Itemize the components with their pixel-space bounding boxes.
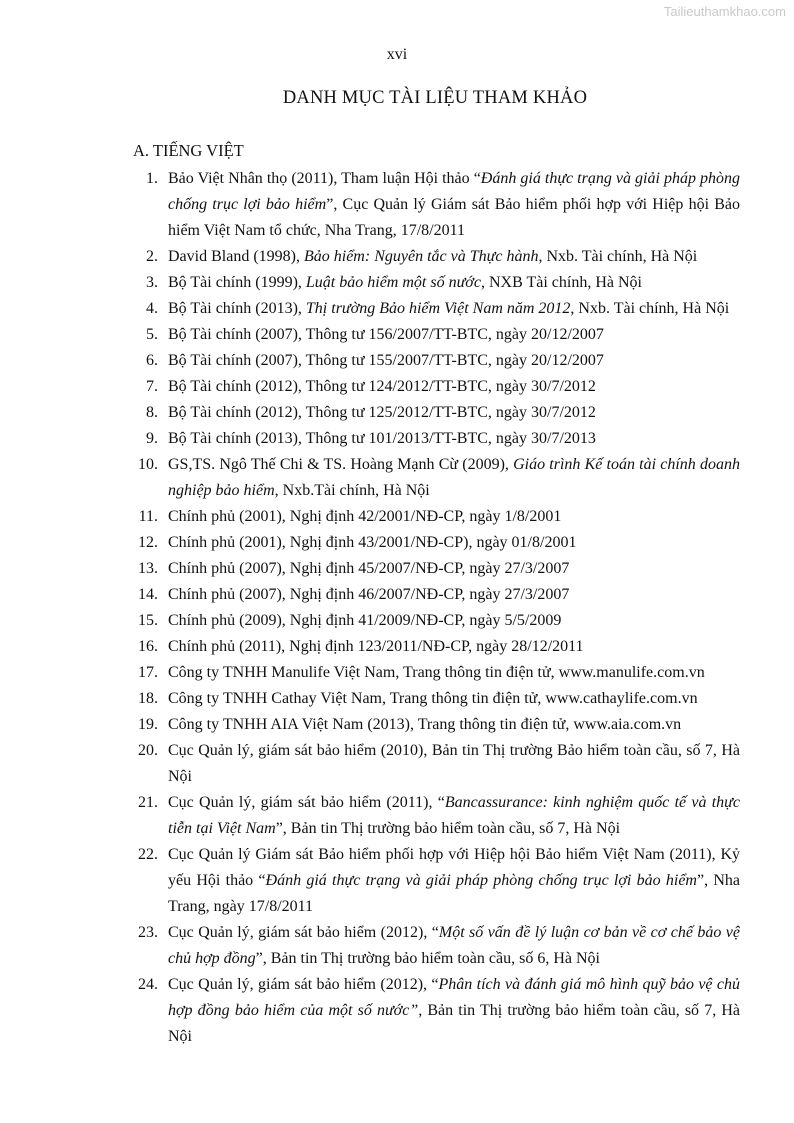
- reference-text: [168, 400, 740, 426]
- reference-title: Một số vấn đề lý luận cơ bản về cơ chế bảo vệ chủ hợp đồng: [168, 924, 740, 967]
- reference-item: [120, 608, 740, 634]
- reference-item: [120, 530, 740, 556]
- reference-part: Cục Quản lý Giám sát Bảo hiểm phối hợp với Hiệp hội Bảo hiểm Việt Nam (2011), Kỷ yếu Hội thảo “: [168, 846, 740, 889]
- reference-part: Bộ Tài chính (2007), Thông tư 156/2007/TT-BTC, ngày 20/12/2007: [168, 326, 604, 343]
- reference-part: Bộ Tài chính (2007), Thông tư 155/2007/TT-BTC, ngày 20/12/2007: [168, 352, 604, 369]
- reference-part: ”, Nha Trang, ngày 17/8/2011: [168, 872, 741, 915]
- reference-number: 1.: [146, 170, 158, 187]
- reference-text: [168, 920, 740, 972]
- reference-number: 12.: [138, 534, 158, 551]
- reference-item: [120, 920, 740, 972]
- reference-part: Bộ Tài chính (2012), Thông tư 124/2012/TT-BTC, ngày 30/7/2012: [168, 378, 596, 395]
- reference-item: [120, 166, 740, 244]
- reference-title: Phân tích và đánh giá mô hình quỹ bảo vệ chủ hợp đồng bảo hiểm của một số nước”,: [168, 976, 741, 1019]
- reference-number: 19.: [138, 716, 158, 733]
- reference-title: Giáo trình Kế toán tài chính doanh nghiệp bảo hiểm: [168, 456, 740, 499]
- reference-number: 17.: [138, 664, 158, 681]
- reference-part: Bảo Việt Nhân thọ (2011), Tham luận Hội thảo “: [168, 170, 481, 187]
- reference-number: 24.: [138, 976, 158, 993]
- reference-text: [168, 244, 740, 270]
- reference-number: 5.: [146, 326, 158, 343]
- reference-text: [168, 738, 740, 790]
- reference-text: [168, 634, 740, 660]
- reference-item: [120, 634, 740, 660]
- reference-item: [120, 712, 740, 738]
- reference-number: 9.: [146, 430, 158, 447]
- reference-item: [120, 738, 740, 790]
- reference-part: Bộ Tài chính (2013), Thông tư 101/2013/TT-BTC, ngày 30/7/2013: [168, 430, 596, 447]
- reference-title: Thị trường Bảo hiểm Việt Nam năm 2012: [305, 300, 571, 317]
- reference-number: 23.: [138, 924, 158, 941]
- reference-number: 18.: [138, 690, 158, 707]
- reference-part: Chính phủ (2011), Nghị định 123/2011/NĐ-CP, ngày 28/12/2011: [168, 638, 584, 655]
- reference-part: Chính phủ (2009), Nghị định 41/2009/NĐ-CP, ngày 5/5/2009: [168, 612, 562, 629]
- reference-text: [168, 426, 740, 452]
- reference-part: , Nxb. Tài chính, Hà Nội: [538, 248, 698, 265]
- reference-number: 14.: [138, 586, 158, 603]
- reference-text: [168, 842, 740, 920]
- reference-part: Cục Quản lý, giám sát bảo hiểm (2011), “: [168, 794, 445, 811]
- reference-part: Cục Quản lý, giám sát bảo hiểm (2010), Bản tin Thị trường Bảo hiểm toàn cầu, số 7, Hà Nội: [168, 742, 740, 785]
- reference-title: Đánh giá thực trạng và giải pháp phòng chống trục lợi bảo hiểm: [168, 170, 740, 213]
- reference-part: , NXB Tài chính, Hà Nội: [480, 274, 642, 291]
- reference-text: [168, 530, 740, 556]
- reference-list: [120, 166, 740, 1050]
- reference-part: Chính phủ (2007), Nghị định 46/2007/NĐ-CP, ngày 27/3/2007: [168, 586, 570, 603]
- reference-part: Công ty TNHH AIA Việt Nam (2013), Trang thông tin điện tử, www.aia.com.vn: [168, 716, 682, 733]
- reference-number: 8.: [146, 404, 158, 421]
- reference-number: 7.: [146, 378, 158, 395]
- reference-number: 22.: [138, 846, 158, 863]
- reference-item: [120, 660, 740, 686]
- reference-text: [168, 296, 740, 322]
- reference-text: [168, 504, 740, 530]
- reference-text: [168, 374, 740, 400]
- reference-title: Luật bảo hiểm một số nước: [305, 274, 481, 291]
- reference-item: [120, 244, 740, 270]
- reference-text: [168, 582, 740, 608]
- reference-part: ”, Cục Quản lý Giám sát Bảo hiểm phối hợp với Hiệp hội Bảo hiểm Việt Nam tổ chức, Nha Trang, 17/8/2011: [168, 196, 741, 239]
- reference-part: Chính phủ (2007), Nghị định 45/2007/NĐ-CP, ngày 27/3/2007: [168, 560, 570, 577]
- reference-part: , Nxb. Tài chính, Hà Nội: [570, 300, 730, 317]
- reference-text: [168, 452, 740, 504]
- reference-number: 10.: [138, 456, 158, 473]
- reference-part: GS,TS. Ngô Thế Chi & TS. Hoàng Mạnh Cừ (2009),: [168, 456, 514, 473]
- reference-part: Bộ Tài chính (1999),: [168, 274, 306, 291]
- reference-part: Cục Quản lý, giám sát bảo hiểm (2012), “: [168, 924, 439, 941]
- reference-number: 6.: [146, 352, 158, 369]
- reference-text: [168, 556, 740, 582]
- reference-text: [168, 608, 740, 634]
- reference-text: [168, 686, 740, 712]
- reference-number: 21.: [138, 794, 158, 811]
- reference-item: [120, 972, 740, 1050]
- reference-number: 4.: [146, 300, 158, 317]
- reference-item: [120, 842, 740, 920]
- reference-number: 2.: [146, 248, 158, 265]
- reference-text: [168, 790, 740, 842]
- reference-part: ”, Bản tin Thị trường bảo hiểm toàn cầu, số 6, Hà Nội: [255, 950, 600, 967]
- reference-text: [168, 322, 740, 348]
- page-number: xvi: [386, 46, 408, 63]
- section-heading: A. TIẾNG VIỆT: [133, 141, 244, 160]
- reference-number: 3.: [146, 274, 158, 291]
- reference-title: Bảo hiểm: Nguyên tắc và Thực hành: [303, 248, 539, 265]
- reference-title: Đánh giá thực trạng và giải pháp phòng chống trục lợi bảo hiểm: [265, 872, 697, 889]
- reference-number: 11.: [138, 508, 158, 525]
- reference-item: [120, 426, 740, 452]
- watermark: Tailieuthamkhao.com: [663, 4, 786, 19]
- reference-text: [168, 166, 740, 244]
- reference-text: [168, 270, 740, 296]
- reference-item: [120, 686, 740, 712]
- reference-text: [168, 660, 740, 686]
- reference-part: Chính phủ (2001), Nghị định 42/2001/NĐ-CP, ngày 1/8/2001: [168, 508, 562, 525]
- reference-number: 13.: [138, 560, 158, 577]
- reference-part: Công ty TNHH Manulife Việt Nam, Trang thông tin điện tử, www.manulife.com.vn: [168, 664, 705, 681]
- reference-part: Công ty TNHH Cathay Việt Nam, Trang thông tin điện tử, www.cathaylife.com.vn: [168, 690, 698, 707]
- reference-part: David Bland (1998),: [168, 248, 304, 265]
- reference-part: Bộ Tài chính (2013),: [168, 300, 306, 317]
- reference-item: [120, 452, 740, 504]
- reference-text: [168, 712, 740, 738]
- reference-item: [120, 790, 740, 842]
- reference-item: [120, 296, 740, 322]
- reference-part: , Nxb.Tài chính, Hà Nội: [274, 482, 430, 499]
- reference-item: [120, 400, 740, 426]
- reference-number: 15.: [138, 612, 158, 629]
- reference-text: [168, 972, 740, 1050]
- reference-item: [120, 556, 740, 582]
- reference-item: [120, 322, 740, 348]
- reference-title: Bancassurance: kinh nghiệm quốc tế và thực tiễn tại Việt Nam: [168, 794, 740, 837]
- reference-text: [168, 348, 740, 374]
- reference-part: Cục Quản lý, giám sát bảo hiểm (2012), “: [168, 976, 439, 993]
- reference-number: 20.: [138, 742, 158, 759]
- reference-item: [120, 374, 740, 400]
- reference-part: Chính phủ (2001), Nghị định 43/2001/NĐ-CP), ngày 01/8/2001: [168, 534, 577, 551]
- reference-item: [120, 348, 740, 374]
- reference-part: Bộ Tài chính (2012), Thông tư 125/2012/TT-BTC, ngày 30/7/2012: [168, 404, 596, 421]
- reference-part: ”, Bản tin Thị trường bảo hiểm toàn cầu, số 7, Hà Nội: [275, 820, 621, 837]
- reference-number: 16.: [138, 638, 158, 655]
- reference-item: [120, 582, 740, 608]
- page-title: DANH MỤC TÀI LIỆU THAM KHẢO: [282, 88, 588, 108]
- reference-part: Bản tin Thị trường bảo hiểm toàn cầu, số 7, Hà Nội: [168, 1002, 740, 1045]
- reference-item: [120, 504, 740, 530]
- reference-item: [120, 270, 740, 296]
